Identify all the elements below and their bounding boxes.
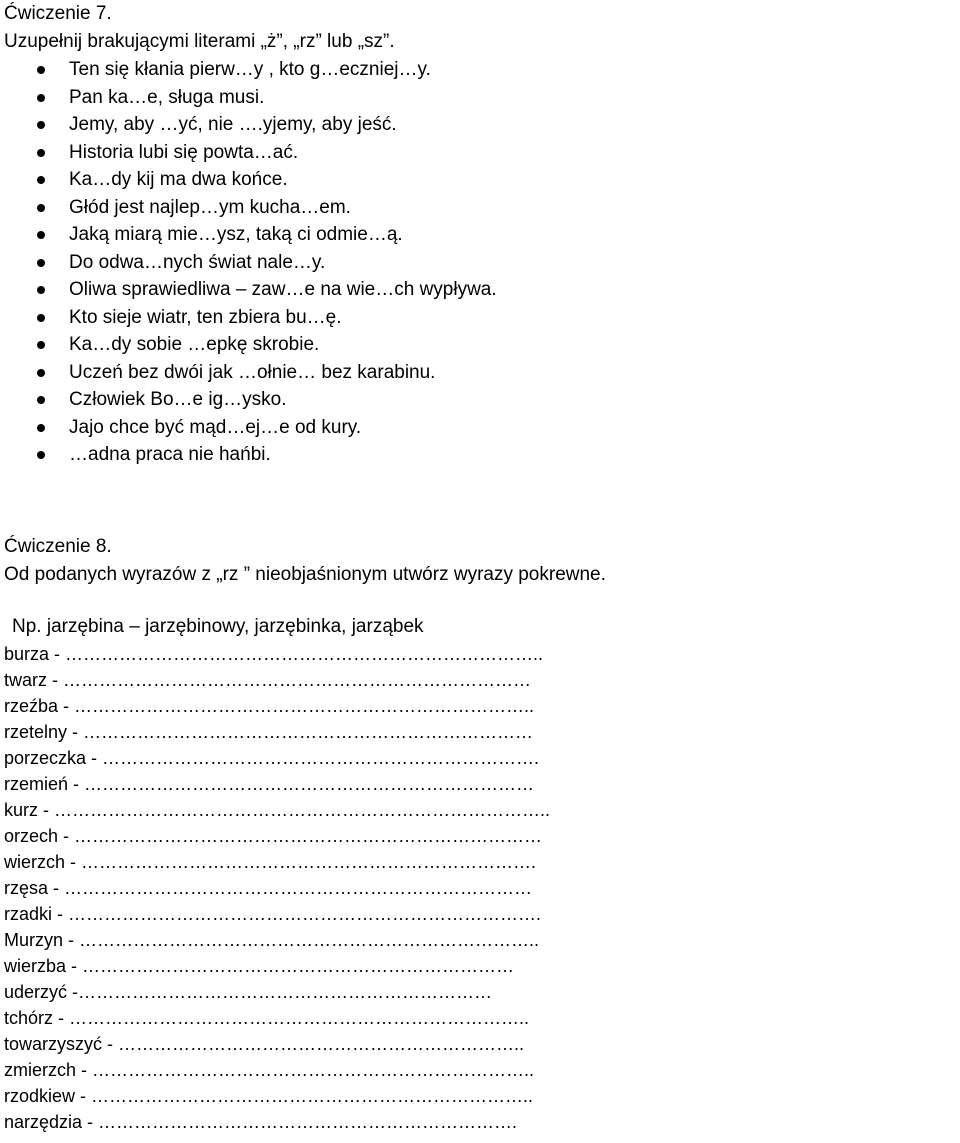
base-word: uderzyć -: [4, 981, 79, 1002]
bullet-icon: [37, 341, 45, 349]
base-word: rzodkiew -: [4, 1085, 92, 1106]
base-word: rzęsa -: [4, 877, 65, 898]
bullet-icon: [37, 176, 45, 184]
list-item: [4, 641, 956, 667]
list-item: [4, 693, 956, 719]
base-word: twarz -: [4, 669, 64, 690]
answer-blank: ……………………………………………………………………: [63, 669, 532, 690]
answer-blank: ……………………………………………………………………: [74, 825, 543, 846]
list-item: [4, 823, 956, 849]
base-word: porzeczka -: [4, 747, 103, 768]
answer-blank: ………………………………………………………………….: [81, 851, 537, 872]
list-item: [4, 875, 956, 901]
list-item: [4, 1109, 956, 1135]
section-spacer: [4, 589, 956, 613]
bullet-icon: [37, 231, 45, 239]
bullet-icon: [37, 369, 45, 377]
list-item: Ten się kłania pierw…y , kto g…eczniej…y.: [4, 56, 956, 84]
bullet-icon: [37, 424, 45, 432]
bullet-icon: [37, 396, 45, 404]
answer-blank: …………………………………………………………………..: [79, 929, 540, 950]
answer-blank: …………………………………………………………..: [118, 1033, 525, 1054]
base-word: narzędzia -: [4, 1111, 99, 1132]
exercise-7: [4, 0, 956, 469]
base-word: orzech -: [4, 825, 75, 846]
base-word: rzetelny -: [4, 721, 84, 742]
list-item: [4, 927, 956, 953]
base-word: zmierzch -: [4, 1059, 93, 1080]
list-item: [4, 1083, 956, 1109]
list-item: Uczeń bez dwói jak …ołnie… bez karabinu.: [4, 359, 956, 387]
list-item: Ka…dy kij ma dwa końce.: [4, 166, 956, 194]
answer-blank: ………………………………………………………………………..: [54, 799, 551, 820]
answer-blank: ………………………………………………………………..: [91, 1085, 534, 1106]
list-item: Jaką miarą mie…ysz, taką ci odmie…ą.: [4, 221, 956, 249]
bullet-icon: [37, 286, 45, 294]
base-word: rzeźba -: [4, 695, 75, 716]
list-item: Kto sieje wiatr, ten zbiera bu…ę.: [4, 304, 956, 332]
exercise-7-instruction: Uzupełnij brakującymi literami „ż”, „rz” lub „sz”.: [4, 31, 395, 52]
bullet-icon: [37, 451, 45, 459]
list-item: Jemy, aby …yć, nie ….yjemy, aby jeść.: [4, 111, 956, 139]
bullet-icon: [37, 66, 45, 74]
exercise-8-instruction: Od podanych wyrazów z „rz ” nieobjaśnionym utwórz wyrazy pokrewne.: [4, 563, 606, 585]
list-item: Pan ka…e, sługa musi.: [4, 84, 956, 112]
list-item: Historia lubi się powta…ać.: [4, 139, 956, 167]
list-item: [4, 953, 956, 979]
list-item: Jajo chce być mąd…ej…e od kury.: [4, 414, 956, 442]
bullet-icon: [37, 121, 45, 129]
list-item: [4, 849, 956, 875]
base-word: wierzch -: [4, 851, 82, 872]
list-item: [4, 797, 956, 823]
exercise-8-example: Np. jarzębina – jarzębinowy, jarzębinka, jarząbek: [12, 615, 424, 637]
answer-blank: …………………………………………………………………….: [68, 903, 542, 924]
list-item: [4, 979, 956, 1005]
answer-blank: ……………………………………………………………: [78, 981, 493, 1002]
base-word: wierzba -: [4, 955, 83, 976]
answer-blank: …………………………………………………………………..: [74, 695, 535, 716]
list-item: Oliwa sprawiedliwa – zaw…e na wie…ch wypływa.: [4, 276, 956, 304]
answer-blank: ……………………………………………………………………..: [65, 643, 544, 664]
list-item: [4, 745, 956, 771]
list-item: [4, 771, 956, 797]
worksheet-page: [4, 0, 956, 1135]
list-item: Do odwa…nych świat nale…y.: [4, 249, 956, 277]
list-item: [4, 1031, 956, 1057]
bullet-icon: [37, 259, 45, 267]
bullet-icon: [37, 94, 45, 102]
list-item: Człowiek Bo…e ig…ysko.: [4, 386, 956, 414]
answer-blank: ………………………………………………………………: [82, 955, 515, 976]
list-item: [4, 1057, 956, 1083]
base-word: kurz -: [4, 799, 55, 820]
exercise-8: [4, 533, 956, 1135]
answer-blank: …………………………………………………………………: [83, 721, 534, 742]
exercise-7-title: Ćwiczenie 7.: [4, 3, 112, 24]
base-word: towarzyszyć -: [4, 1033, 119, 1054]
exercise-7-list: [4, 56, 956, 469]
list-item: Ka…dy sobie …epkę skrobie.: [4, 331, 956, 359]
answer-blank: …………………………………………………………………: [84, 773, 535, 794]
base-word: Murzyn -: [4, 929, 80, 950]
base-word: tchórz -: [4, 1007, 70, 1028]
list-item: [4, 1005, 956, 1031]
exercise-8-list: [4, 641, 956, 1135]
base-word: burza -: [4, 643, 66, 664]
bullet-icon: [37, 204, 45, 212]
base-word: rzemień -: [4, 773, 85, 794]
exercise-8-title: Ćwiczenie 8.: [4, 535, 112, 557]
list-item: …adna praca nie hańbi.: [4, 441, 956, 469]
answer-blank: …………………………………………………………….: [98, 1111, 518, 1132]
answer-blank: ……………………………………………………………………: [64, 877, 533, 898]
section-spacer: [4, 469, 956, 533]
answer-blank: ……………………………………………………………….: [102, 747, 540, 768]
answer-blank: …………………………………………………………………..: [69, 1007, 530, 1028]
answer-blank: ………………………………………………………………..: [92, 1059, 535, 1080]
bullet-icon: [37, 314, 45, 322]
list-item: [4, 667, 956, 693]
list-item: Głód jest najlep…ym kucha…em.: [4, 194, 956, 222]
list-item: [4, 719, 956, 745]
list-item: [4, 901, 956, 927]
bullet-icon: [37, 149, 45, 157]
base-word: rzadki -: [4, 903, 69, 924]
